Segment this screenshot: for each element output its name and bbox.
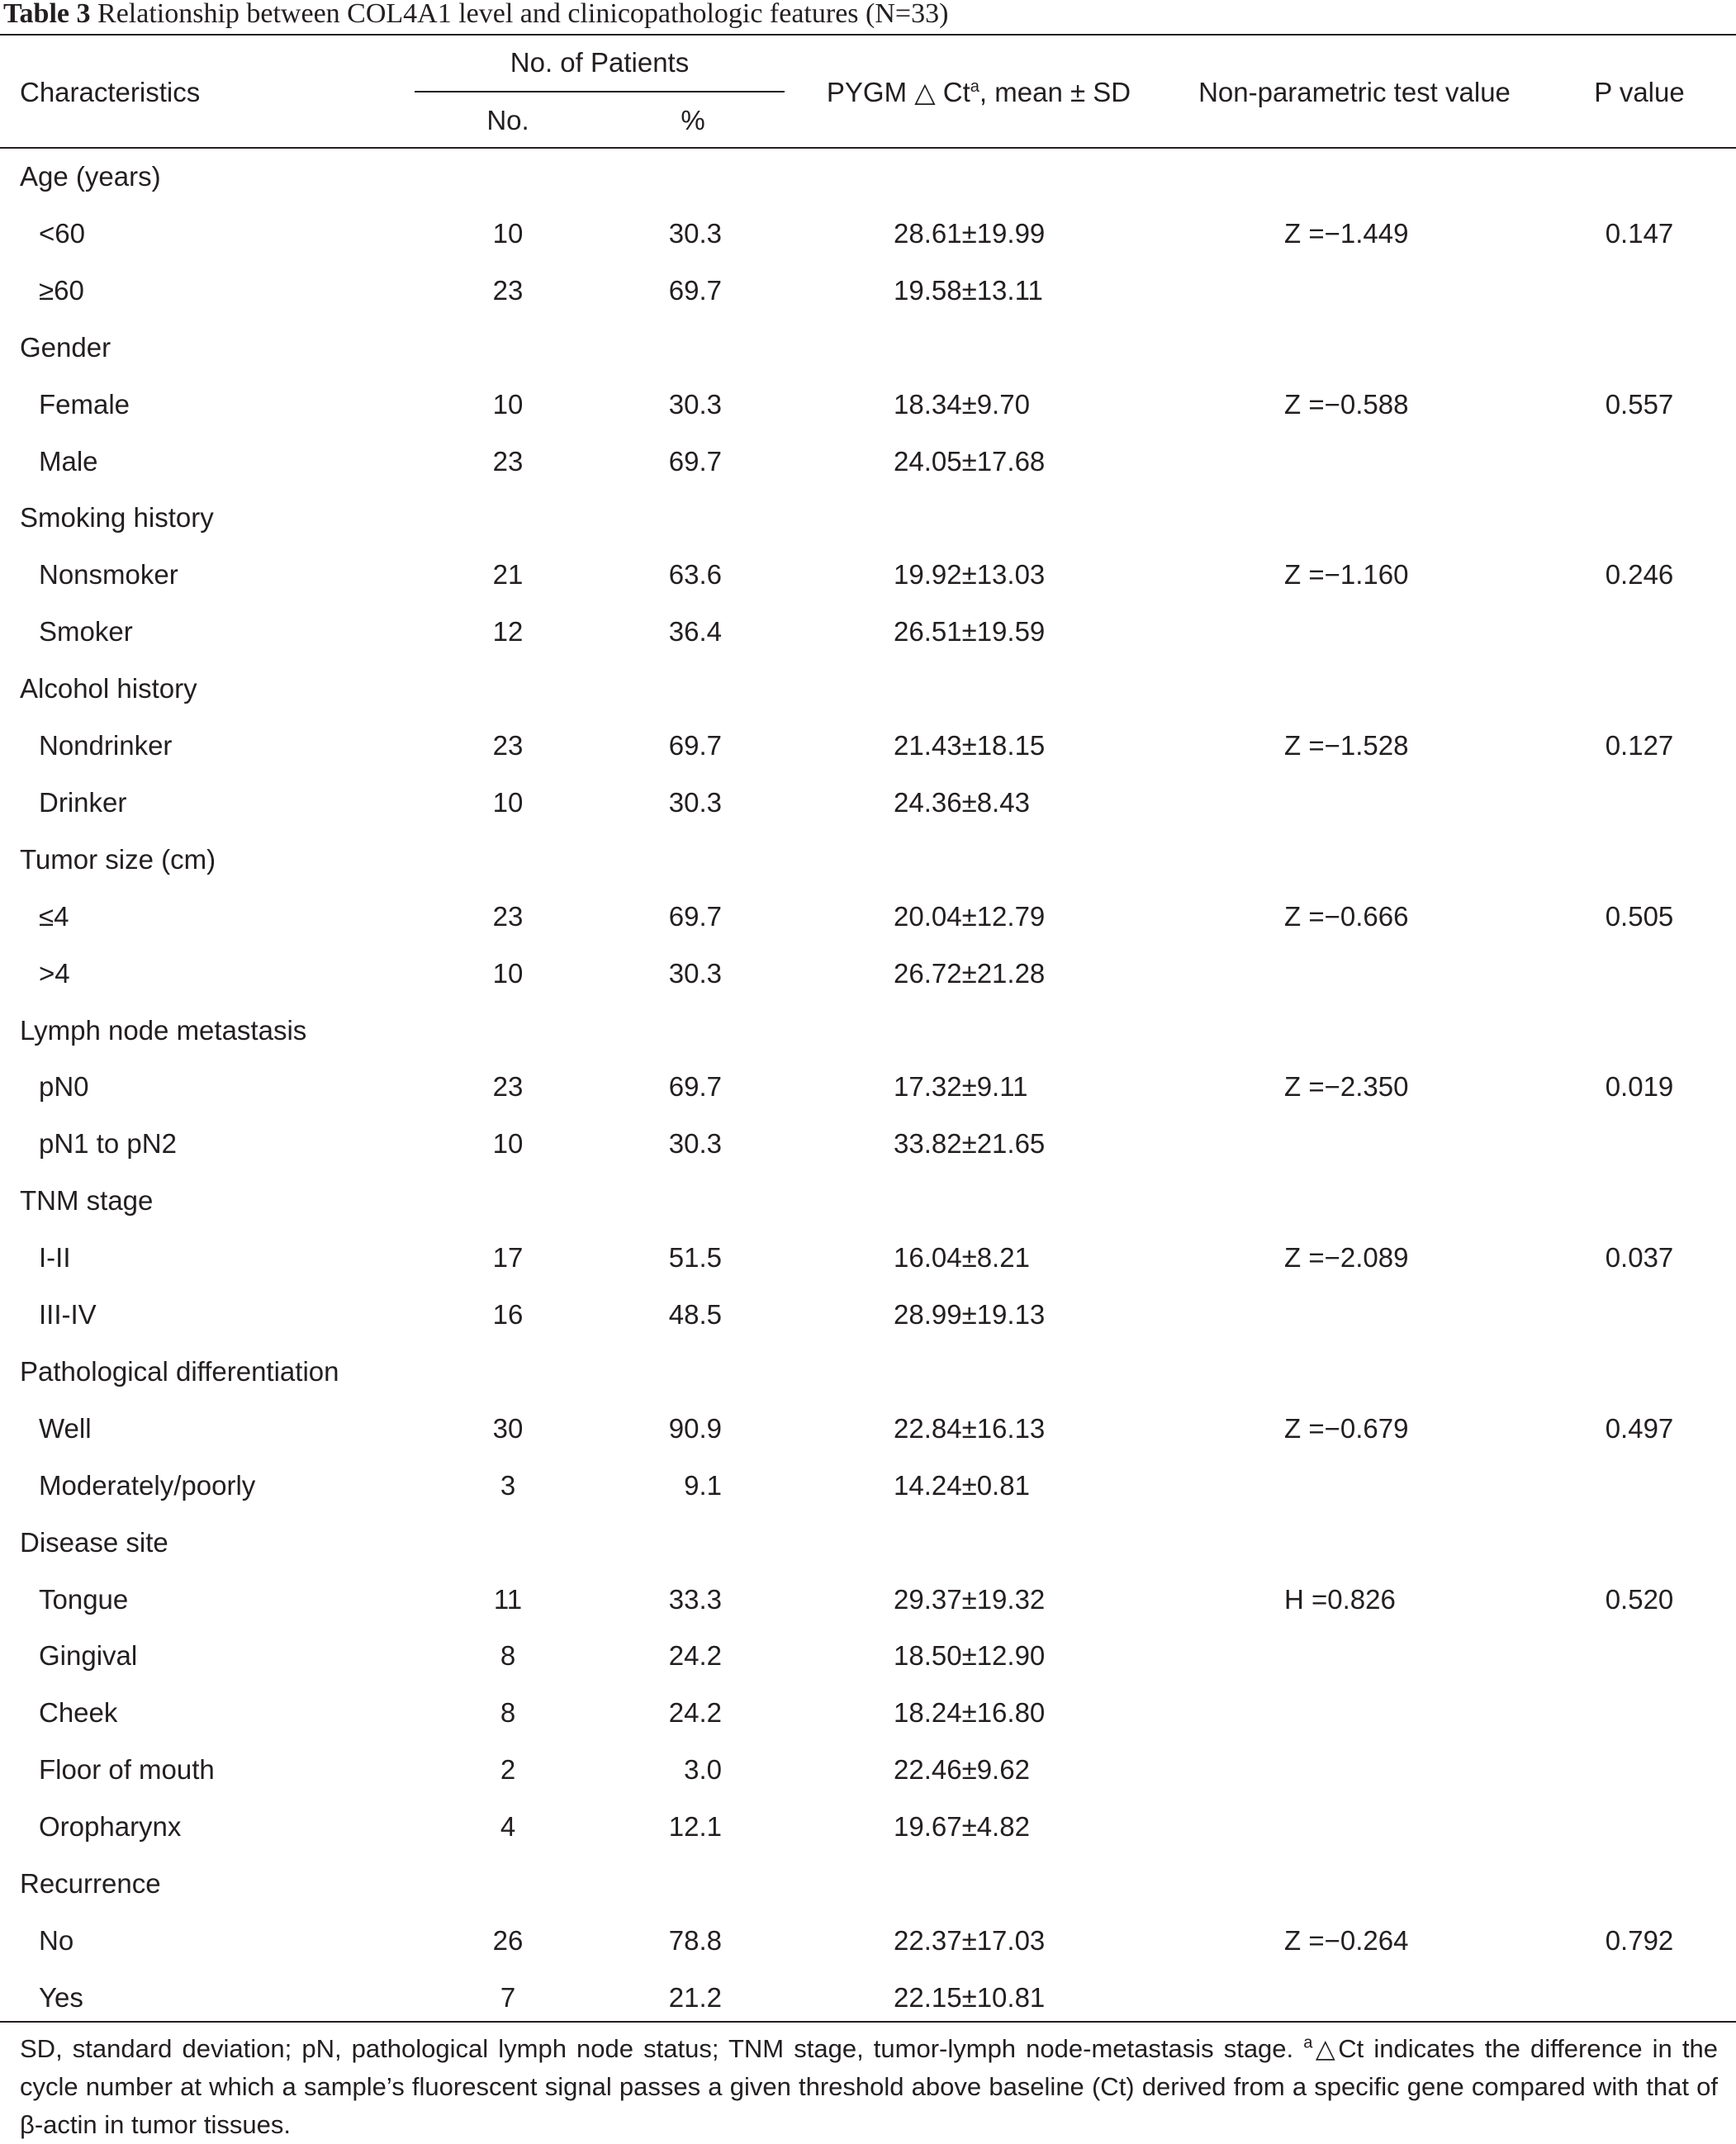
cell-mean-sd: 18.34±9.70 [894,389,1030,420]
bottom-rule [0,2021,1736,2023]
cell-pct: 78.8 [668,1925,722,1956]
cell-mean-sd: 22.46±9.62 [894,1754,1030,1785]
row-label: Oropharynx [39,1811,182,1842]
cell-p-value: 0.497 [1605,1413,1674,1444]
cell-mean-sd: 19.58±13.11 [894,275,1043,306]
cell-mean-sd: 18.50±12.90 [894,1640,1046,1671]
cell-mean-sd: 26.72±21.28 [894,958,1046,989]
group-label: Pathological differentiation [20,1356,339,1387]
row-label: Yes [39,1982,83,2013]
group-label: Lymph node metastasis [20,1015,307,1046]
cell-test-value: Z =−1.449 [1284,218,1409,249]
cell-pct: 24.2 [668,1697,722,1728]
cell-p-value: 0.019 [1605,1071,1674,1102]
cell-no: 23 [492,901,524,932]
group-label: Gender [20,332,111,363]
cell-mean-sd: 22.15±10.81 [894,1982,1046,2013]
row-label: pN0 [39,1071,89,1102]
cell-no: 4 [500,1811,516,1842]
top-rule [0,34,1736,36]
cell-mean-sd: 16.04±8.21 [894,1242,1030,1273]
cell-p-value: 0.557 [1605,389,1674,420]
cell-no: 21 [492,559,524,590]
cell-no: 10 [492,389,524,420]
header-patients-group: No. of Patients [510,47,690,78]
cell-no: 10 [492,1128,524,1159]
cell-pct: 69.7 [668,446,722,477]
header-rule [0,147,1736,149]
cell-pct: 51.5 [668,1242,722,1273]
cell-test-value: Z =−0.264 [1284,1925,1409,1956]
row-label: <60 [39,218,85,249]
cell-pct: 30.3 [668,1128,722,1159]
cell-mean-sd: 33.82±21.65 [894,1128,1046,1159]
cell-test-value: Z =−0.666 [1284,901,1409,932]
table-label: Table 3 [3,0,91,29]
cell-pct: 30.3 [668,218,722,249]
cell-p-value: 0.147 [1605,218,1674,249]
cell-test-value: Z =−0.679 [1284,1413,1409,1444]
cell-p-value: 0.792 [1605,1925,1674,1956]
cell-no: 10 [492,218,524,249]
row-label: Cheek [39,1697,118,1728]
cell-no: 17 [492,1242,524,1273]
header-characteristics: Characteristics [20,77,201,107]
header-test: Non-parametric test value [1198,77,1511,107]
cell-test-value: Z =−1.528 [1284,730,1409,761]
row-label: Tongue [39,1584,129,1615]
header-mean-label: PYGM △ Ct [826,77,970,107]
cell-pct: 33.3 [668,1584,722,1615]
cell-p-value: 0.505 [1605,901,1674,932]
cell-no: 10 [492,958,524,989]
cell-pct: 24.2 [668,1640,722,1671]
row-label: Drinker [39,787,127,818]
cell-mean-sd: 19.67±4.82 [894,1811,1030,1842]
cell-no: 23 [492,275,524,306]
cell-mean-sd: 29.37±19.32 [894,1584,1046,1615]
group-label: TNM stage [20,1185,154,1216]
header-pct: % [681,105,705,135]
patients-sub-rule [415,91,785,92]
cell-pct: 69.7 [668,901,722,932]
cell-no: 12 [492,616,524,647]
row-label: >4 [39,958,70,989]
cell-no: 16 [492,1299,524,1330]
cell-no: 8 [500,1697,516,1728]
cell-pct: 21.2 [668,1982,722,2013]
cell-mean-sd: 24.36±8.43 [894,787,1030,818]
header-no: No. [486,105,529,135]
cell-pct: 30.3 [668,389,722,420]
group-label: Recurrence [20,1868,161,1899]
cell-pct: 90.9 [668,1413,722,1444]
cell-no: 7 [500,1982,516,2013]
cell-no: 8 [500,1640,516,1671]
table-title: Relationship between COL4A1 level and clinicopathologic features (N=33) [97,0,949,29]
cell-mean-sd: 19.92±13.03 [894,559,1046,590]
cell-no: 23 [492,446,524,477]
group-label: Age (years) [20,161,161,192]
cell-p-value: 0.246 [1605,559,1674,590]
cell-p-value: 0.127 [1605,730,1674,761]
cell-mean-sd: 28.61±19.99 [894,218,1046,249]
cell-mean-sd: 14.24±0.81 [894,1470,1030,1501]
row-label: Moderately/poorly [39,1470,256,1501]
cell-pct: 48.5 [668,1299,722,1330]
cell-mean-sd: 22.84±16.13 [894,1413,1046,1444]
cell-pct: 63.6 [668,559,722,590]
header-mean-suffix: , mean ± SD [979,77,1131,107]
cell-test-value: Z =−0.588 [1284,389,1409,420]
row-label: Smoker [39,616,133,647]
cell-pct: 36.4 [668,616,722,647]
cell-pct: 3.0 [684,1754,722,1785]
cell-no: 11 [493,1584,523,1615]
row-label: Female [39,389,130,420]
footnote-text: SD, standard deviation; pN, pathological lymph node status; TNM stage, tumor-lymph node-metastasis stage. [20,2034,1304,2063]
row-label: III-IV [39,1299,97,1330]
cell-pct: 9.1 [684,1470,722,1501]
cell-p-value: 0.520 [1605,1584,1674,1615]
table-footnote [20,2030,1718,2144]
cell-mean-sd: 24.05±17.68 [894,446,1046,477]
row-label: Well [39,1413,92,1444]
group-label: Smoking history [20,502,214,533]
cell-mean-sd: 28.99±19.13 [894,1299,1046,1330]
cell-no: 23 [492,1071,524,1102]
group-label: Disease site [20,1527,168,1558]
cell-pct: 12.1 [668,1811,722,1842]
cell-no: 23 [492,730,524,761]
cell-no: 10 [492,787,524,818]
row-label: ≤4 [39,901,69,932]
cell-test-value: Z =−2.089 [1284,1242,1409,1273]
cell-mean-sd: 26.51±19.59 [894,616,1046,647]
cell-pct: 69.7 [668,275,722,306]
cell-mean-sd: 18.24±16.80 [894,1697,1046,1728]
cell-p-value: 0.037 [1605,1242,1674,1273]
cell-test-value: Z =−1.160 [1284,559,1409,590]
cell-no: 2 [500,1754,516,1785]
cell-test-value: H =0.826 [1284,1584,1396,1615]
footnote-text-continued: △Ct indicates the difference in the cycle number at which a sample’s fluorescent signal passes a given threshold above baseline (Ct) derived from a specific gene compared with that of β-actin in tumor tissues. [20,2034,1718,2139]
group-label: Alcohol history [20,673,197,704]
row-label: I-II [39,1242,71,1273]
cell-mean-sd: 20.04±12.79 [894,901,1046,932]
cell-mean-sd: 21.43±18.15 [894,730,1046,761]
group-label: Tumor size (cm) [20,844,216,875]
row-label: Nondrinker [39,730,173,761]
row-label: Male [39,446,98,477]
row-label: No [39,1925,74,1956]
header-mean-sup: a [970,78,979,96]
row-label: ≥60 [39,275,84,306]
cell-no: 30 [492,1413,524,1444]
table-caption [3,0,1729,33]
header-mean [818,76,1140,109]
cell-mean-sd: 22.37±17.03 [894,1925,1046,1956]
cell-pct: 69.7 [668,1071,722,1102]
cell-mean-sd: 17.32±9.11 [894,1071,1028,1102]
row-label: Nonsmoker [39,559,178,590]
row-label: pN1 to pN2 [39,1128,177,1159]
cell-pct: 30.3 [668,787,722,818]
cell-no: 3 [500,1470,516,1501]
cell-pct: 69.7 [668,730,722,761]
row-label: Floor of mouth [39,1754,215,1785]
cell-no: 26 [492,1925,524,1956]
cell-test-value: Z =−2.350 [1284,1071,1409,1102]
cell-pct: 30.3 [668,958,722,989]
footnote-sup: a [1303,2033,1313,2052]
row-label: Gingival [39,1640,138,1671]
header-p: P value [1594,77,1685,107]
